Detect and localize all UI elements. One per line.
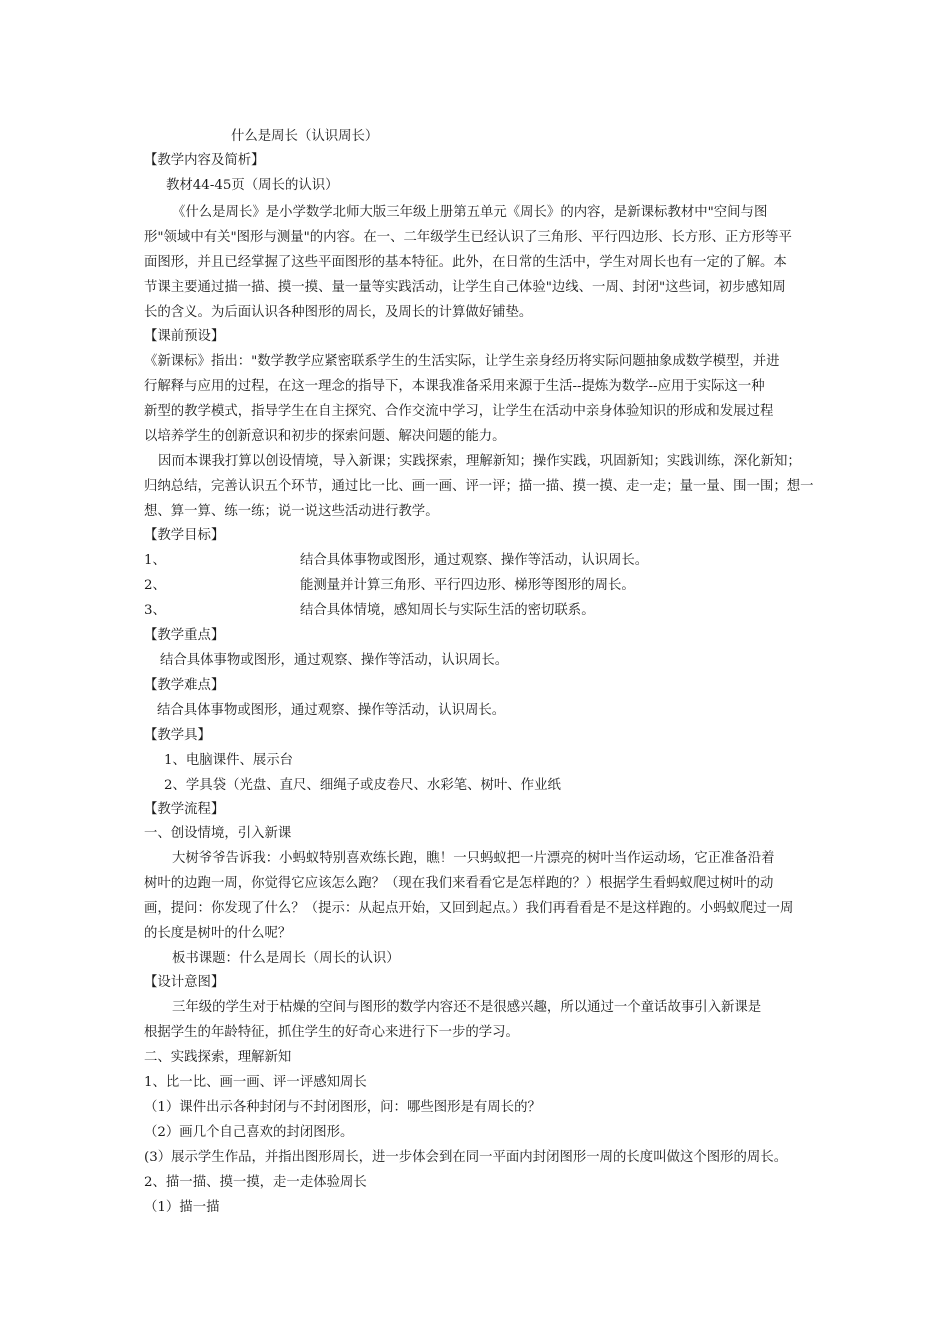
intro-line-4: 节课主要通过描一描、摸一摸、量一量等实践活动，让学生自己体验"边线、一周、封闭"这些词，初步感知周 [144,280,786,295]
preset-line-2: 行解释与应用的过程，在这一理念的指导下，本课我准备采用来源于生活--提炼为数学--应用于实际这一种 [144,379,765,394]
heading-key-point: 【教学重点】 [144,628,225,643]
story-line-2: 树叶的边跑一周，你觉得它应该怎么跑？（现在我们来看看它是怎样跑的？）根据学生看蚂蚁爬过树叶的动 [144,876,774,891]
intro-line-2: 形"领域中有关"图形与测量"的内容。在一、二年级学生已经认识了三角形、平行四边形、长方形、正方形等平 [144,230,792,245]
step-2-1-2: （2）画几个自己喜欢的封闭图形。 [144,1125,354,1140]
goal-text: 能测量并计算三角形、平行四边形、梯形等图形的周长。 [300,578,635,593]
plan-line-1: 因而本课我打算以创设情境，导入新课；实践探索，理解新知；操作实践，巩固新知；实践训练，深化新知； [158,454,801,469]
intro-line-1: 《什么是周长》是小学数学北师大版三年级上册第五单元《周长》的内容，是新课标教材中"空间与图 [172,205,768,220]
preset-line-3: 新型的教学模式，指导学生在自主探究、合作交流中学习，让学生在活动中亲身体验知识的形成和发展过程 [144,404,774,419]
heading-tools: 【教学具】 [144,728,211,743]
doc-title: 什么是周长（认识周长） [231,129,379,144]
section-2-title: 二、实践探索，理解新知 [144,1050,292,1065]
step-2-2-1: （1）描一描 [144,1200,220,1215]
heading-goals: 【教学目标】 [144,528,225,543]
goal-number: 1、 [144,553,166,568]
design-line-1: 三年级的学生对于枯燥的空间与图形的数学内容还不是很感兴趣，所以通过一个童话故事引入新课是 [172,1000,762,1015]
intro-line-5: 长的含义。为后面认识各种图形的周长，及周长的计算做好铺垫。 [144,305,533,320]
intro-line-3: 面图形，并且已经掌握了这些平面图形的基本特征。此外，在日常的生活中，学生对周长也有一定的了解。本 [144,255,787,270]
goal-text: 结合具体事物或图形，通过观察、操作等活动，认识周长。 [300,553,649,568]
heading-content: 【教学内容及简析】 [144,153,265,168]
board-title: 板书课题：什么是周长（周长的认识） [172,951,400,966]
tool-item-1: 1、电脑课件、展示台 [164,753,294,768]
plan-line-3: 想、算一算、练一练；说一说这些活动进行教学。 [144,504,439,519]
step-2-1-3: (3）展示学生作品，并指出图形周长，进一步体会到在同一平面内封闭图形一周的长度叫做这个图形的周长。 [144,1150,788,1165]
key-point-text: 结合具体事物或图形，通过观察、操作等活动，认识周长。 [160,653,509,668]
plan-line-2: 归纳总结，完善认识五个环节，通过比一比、画一画、评一评；描一描、摸一摸、走一走；量一量、围一围；想一 [144,479,814,494]
story-line-3: 画，提问：你发现了什么？（提示：从起点开始，又回到起点。）我们再看看是不是这样跑的。小蚂蚁爬过一周 [144,901,794,916]
step-2-1-1: （1）课件出示各种封闭与不封闭图形，问：哪些图形是有周长的？ [144,1100,541,1115]
heading-difficulty: 【教学难点】 [144,678,225,693]
goal-number: 2、 [144,578,166,593]
heading-flow: 【教学流程】 [144,802,225,817]
textbook-pages: 教材44-45页（周长的认识） [166,178,339,193]
subsection-2-2: 2、描一描、摸一摸，走一走体验周长 [144,1175,367,1190]
subsection-2-1: 1、比一比、画一画、评一评感知周长 [144,1075,367,1090]
heading-design: 【设计意图】 [144,975,225,990]
goal-number: 3、 [144,603,166,618]
preset-line-4: 以培养学生的创新意识和初步的探索问题、解决问题的能力。 [144,429,506,444]
story-line-1: 大树爷爷告诉我：小蚂蚁特别喜欢练长跑，瞧！一只蚂蚁把一片漂亮的树叶当作运动场，它正准备沿着 [172,851,775,866]
section-1-title: 一、创设情境，引入新课 [144,826,292,841]
story-line-4: 的长度是树叶的什么呢？ [144,926,292,941]
heading-preset: 【课前预设】 [144,329,225,344]
design-line-2: 根据学生的年龄特征，抓住学生的好奇心来进行下一步的学习。 [144,1025,519,1040]
difficulty-text: 结合具体事物或图形，通过观察、操作等活动，认识周长。 [157,703,506,718]
tool-item-2: 2、学具袋（光盘、直尺、细绳子或皮卷尺、水彩笔、树叶、作业纸 [164,778,561,793]
preset-line-1: 《新课标》指出："数学教学应紧密联系学生的生活实际，让学生亲身经历将实际问题抽象成数学模型，并进 [144,354,780,369]
goal-text: 结合具体情境，感知周长与实际生活的密切联系。 [300,603,595,618]
